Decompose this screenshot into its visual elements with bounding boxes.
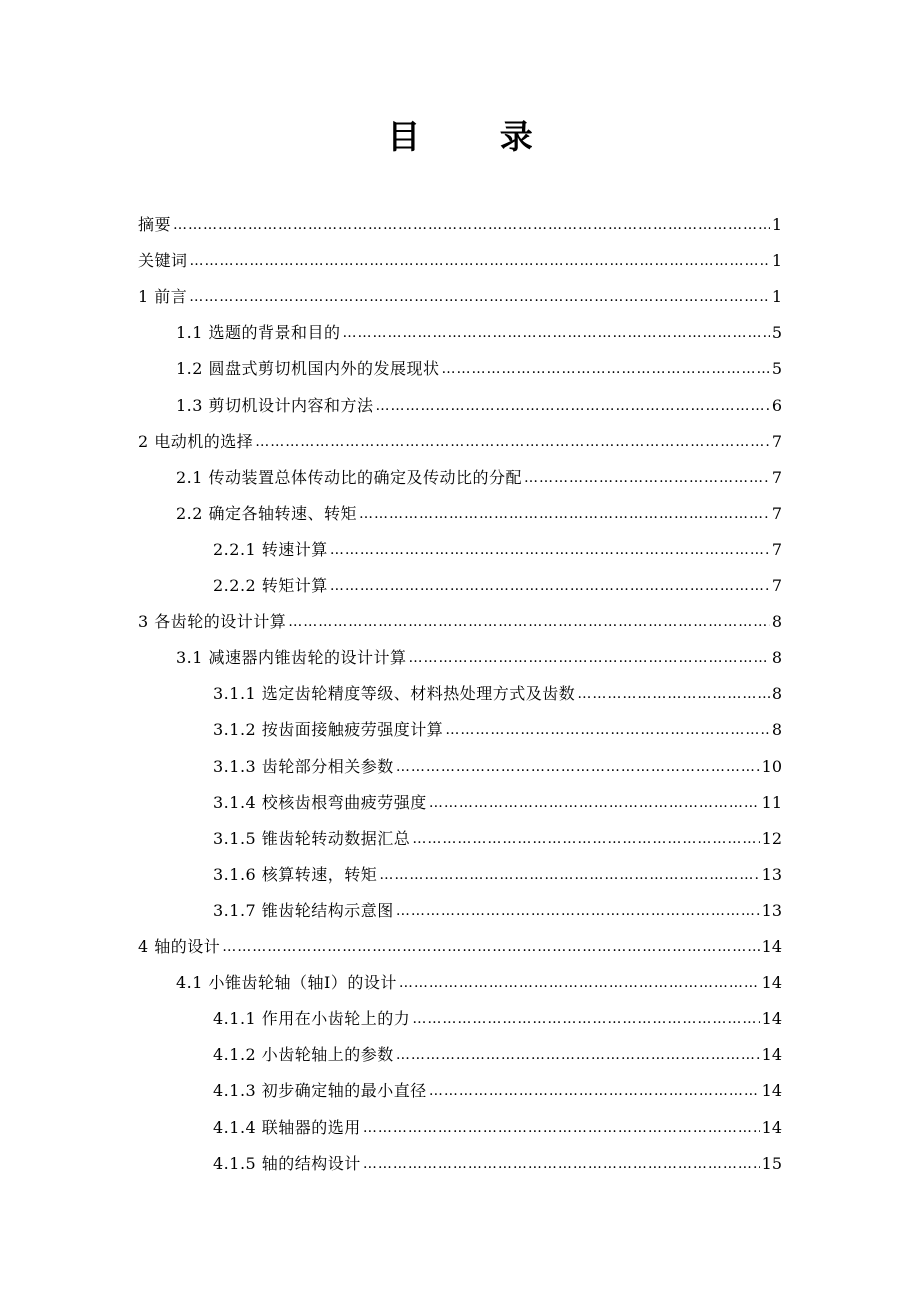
toc-dot-leader: [343, 322, 770, 344]
toc-dot-leader: [445, 719, 770, 741]
toc-entry-page-number: 5: [771, 359, 782, 379]
toc-entry-label: 1 前言: [138, 287, 188, 307]
toc-dot-leader: [189, 286, 770, 308]
toc-dot-leader: [255, 431, 770, 453]
toc-dot-leader: [376, 395, 770, 417]
toc-entry-page-number: 11: [761, 792, 782, 812]
toc-entry[interactable]: [138, 423, 782, 453]
toc-entry-page-number: 13: [761, 864, 782, 884]
toc-entry-label: 3.1 减速器内锥齿轮的设计计算: [176, 648, 407, 668]
toc-entry-page-number: 13: [761, 900, 782, 920]
toc-dot-leader: [429, 792, 760, 814]
toc-entry-label: 2 电动机的选择: [138, 431, 254, 451]
toc-entry-page-number: 12: [761, 828, 782, 848]
toc-entry-label: 3.1.4 校核齿根弯曲疲劳强度: [213, 792, 427, 812]
toc-entry-page-number: 14: [761, 1117, 782, 1137]
toc-entry[interactable]: [213, 1072, 782, 1102]
toc-entry-label: 3.1.3 齿轮部分相关参数: [213, 756, 394, 776]
toc-entry[interactable]: [213, 820, 782, 850]
toc-entry-label: 4.1.2 小齿轮轴上的参数: [213, 1045, 394, 1065]
toc-entry[interactable]: [176, 639, 782, 669]
toc-entry[interactable]: [213, 675, 782, 705]
toc-dot-leader: [409, 647, 770, 669]
toc-dot-leader: [524, 467, 770, 489]
toc-dot-leader: [173, 214, 770, 236]
toc-entry-page-number: 8: [771, 612, 782, 632]
toc-entry-page-number: 10: [761, 756, 782, 776]
toc-entry-label: 1.2 圆盘式剪切机国内外的发展现状: [176, 359, 440, 379]
toc-entry-label: 2.2 确定各轴转速、转矩: [176, 503, 358, 523]
toc-entry[interactable]: [176, 314, 782, 344]
toc-entry-label: 1.1 选题的背景和目的: [176, 323, 341, 343]
toc-entry-page-number: 1: [771, 215, 782, 234]
toc-dot-leader: [396, 756, 760, 778]
toc-dot-leader: [396, 1044, 760, 1066]
toc-entry-label: 4.1.1 作用在小齿轮上的力: [213, 1009, 411, 1029]
toc-entry-label: 1.3 剪切机设计内容和方法: [176, 395, 374, 415]
toc-entry-page-number: 7: [771, 503, 782, 523]
toc-entry[interactable]: [213, 748, 782, 778]
toc-entry-page-number: 14: [761, 973, 782, 993]
toc-entry[interactable]: [176, 495, 782, 525]
toc-dot-leader: [429, 1080, 760, 1102]
toc-entry-label: 3.1.7 锥齿轮结构示意图: [213, 900, 394, 920]
toc-entry-label: 2.1 传动装置总体传动比的确定及传动比的分配: [176, 467, 523, 487]
toc-entry[interactable]: [176, 964, 782, 994]
toc-entry[interactable]: [138, 278, 782, 308]
toc-entry[interactable]: [213, 1145, 782, 1175]
toc-dot-leader: [359, 503, 770, 525]
toc-entry-page-number: 8: [771, 648, 782, 668]
toc-entry-page-number: 7: [771, 467, 782, 487]
toc-entry[interactable]: [213, 1000, 782, 1030]
toc-entry-label: 4.1 小锥齿轮轴（轴Ⅰ）的设计: [176, 973, 397, 993]
toc-entry-label: 关键词: [138, 251, 188, 271]
toc-dot-leader: [412, 828, 759, 850]
toc-entry[interactable]: [176, 387, 782, 417]
toc-entry-label: 4.1.4 联轴器的选用: [213, 1117, 361, 1137]
toc-entry-page-number: 5: [771, 323, 782, 343]
toc-entry[interactable]: [213, 1109, 782, 1139]
toc-dot-leader: [399, 972, 760, 994]
toc-dot-leader: [442, 358, 770, 380]
toc-entry[interactable]: [213, 892, 782, 922]
toc-entry-label: 3.1.1 选定齿轮精度等级、材料热处理方式及齿数: [213, 684, 576, 704]
toc-entry-page-number: 14: [761, 937, 782, 956]
toc-entry-label: 3.1.2 按齿面接触疲劳强度计算: [213, 720, 444, 740]
toc-entry[interactable]: [213, 567, 782, 597]
toc-entry[interactable]: [213, 856, 782, 886]
toc-entry-page-number: 7: [771, 576, 782, 595]
toc-entry-page-number: 14: [761, 1009, 782, 1029]
toc-dot-leader: [577, 683, 770, 705]
toc-entry-label: 摘要: [138, 215, 172, 234]
toc-entry-label: 3 各齿轮的设计计算: [138, 612, 287, 632]
toc-entry[interactable]: [176, 350, 782, 380]
toc-dot-leader: [363, 1153, 760, 1175]
toc-dot-leader: [330, 575, 770, 597]
toc-entry-page-number: 7: [771, 431, 782, 451]
toc-entry-page-number: 8: [771, 720, 782, 740]
toc-dot-leader: [379, 864, 759, 886]
toc-dot-leader: [190, 250, 770, 272]
toc-entry[interactable]: [138, 242, 782, 272]
toc-dot-leader: [412, 1008, 759, 1030]
toc-entry-label: 4.1.5 轴的结构设计: [213, 1153, 361, 1173]
toc-entry-page-number: 1: [771, 251, 782, 271]
toc-entry-page-number: 8: [771, 684, 782, 704]
toc-dot-leader: [330, 539, 770, 561]
toc-entry-page-number: 14: [761, 1081, 782, 1101]
toc-entry[interactable]: [138, 603, 782, 633]
toc-entry-page-number: 6: [771, 395, 782, 415]
toc-dot-leader: [396, 900, 760, 922]
toc-entry[interactable]: [176, 459, 782, 489]
toc-entry[interactable]: [213, 1036, 782, 1066]
toc-entry-label: 3.1.5 锥齿轮转动数据汇总: [213, 828, 411, 848]
toc-entry[interactable]: [213, 784, 782, 814]
toc-dot-leader: [288, 611, 770, 633]
toc-entry-label: 3.1.6 核算转速，转矩: [213, 864, 378, 884]
toc-entry-label: 2.2.1 转速计算: [213, 539, 328, 559]
toc-entry-page-number: 14: [761, 1045, 782, 1065]
toc-title: 目 录: [387, 117, 567, 156]
toc-entry[interactable]: [138, 206, 782, 236]
toc-entry[interactable]: [213, 531, 782, 561]
toc-entry[interactable]: [138, 928, 782, 958]
toc-entry-page-number: 15: [761, 1153, 782, 1173]
toc-entry-page-number: 7: [771, 539, 782, 559]
toc-dot-leader: [222, 936, 759, 958]
toc-dot-leader: [363, 1117, 760, 1139]
toc-entry-page-number: 1: [771, 287, 782, 307]
toc-entry-label: 4.1.3 初步确定轴的最小直径: [213, 1081, 427, 1101]
toc-entry-label: 4 轴的设计: [138, 937, 221, 956]
toc-entry-label: 2.2.2 转矩计算: [213, 576, 328, 595]
toc-entry[interactable]: [213, 711, 782, 741]
